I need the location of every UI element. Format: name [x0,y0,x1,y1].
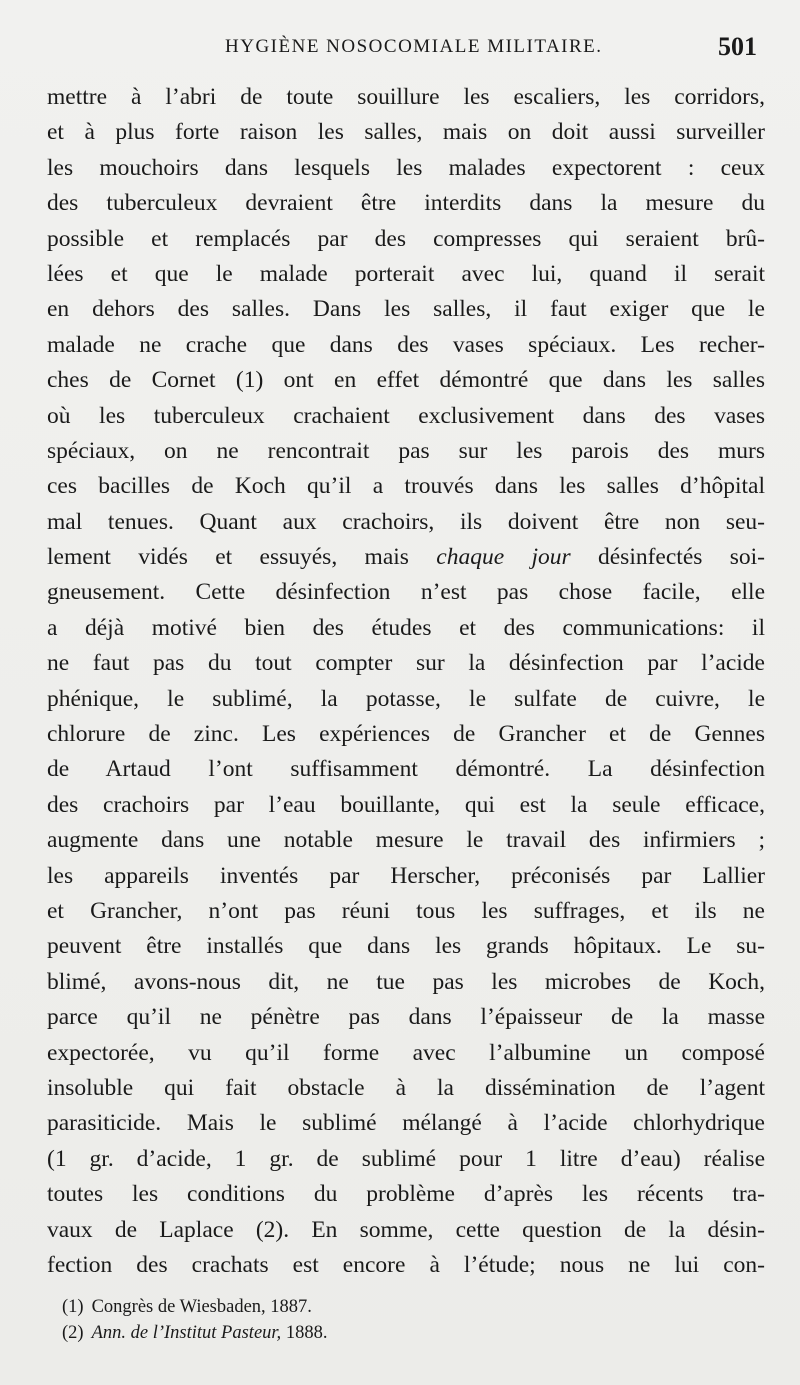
text-line: mettre à l’abri de toute souillure les escaliers, les corridors, [47,84,765,110]
footnote-year: 1888. [281,1323,328,1343]
text-line: fection des crachats est encore à l’étude; nous ne lui con- [47,1251,765,1278]
text-line: peuvent être installés que dans les grands hôpitaux. Le su- [47,933,765,960]
text-line: ne faut pas du tout compter sur la désinfection par l’acide [47,650,765,677]
text-line: lées et que le malade porterait avec lui, quand il serait [47,260,765,287]
body-text [47,80,765,1283]
text-line: a déjà motivé bien des études et des communications: il [47,614,765,641]
text-line: des tuberculeux devraient être interdits dans la mesure du [47,190,765,217]
text-line: ches de Cornet (1) ont en effet démontré que dans les salles [47,367,765,394]
text-line: vaux de Laplace (2). En somme, cette question de la désin- [47,1216,765,1243]
text-line: ces bacilles de Koch qu’il a trouvés dans les salles d’hôpital [47,473,765,500]
footnote-mark: (2) [62,1323,84,1343]
footnote-journal-title: Ann. de l’Institut Pasteur, [91,1323,282,1343]
text-line: des crachoirs par l’eau bouillante, qui est la seule efficace, [47,791,765,818]
footnote-text: Congrès de Wiesbaden, 1887. [91,1297,312,1317]
text-line: mal tenues. Quant aux crachoirs, ils doivent être non seu- [47,508,765,535]
text-line: gneusement. Cette désinfection n’est pas chose facile, elle [47,579,765,606]
emphasis: chaque jour [436,544,571,571]
text-line: toutes les conditions du problème d’après les récents tra- [47,1181,765,1208]
text-line: augmente dans une notable mesure le travail des infirmiers ; [47,827,765,854]
text-line: malade ne crache que dans des vases spéciaux. Les recher- [47,331,765,358]
running-title: HYGIÈNE NOSOCOMIALE MILITAIRE. [225,36,603,57]
text-line: (1 gr. d’acide, 1 gr. de sublimé pour 1 litre d’eau) réalise [47,1145,765,1172]
text-line: possible et remplacés par des compresses qui seraient brû- [47,225,765,252]
running-header [0,32,800,72]
footnote-mark: (1) [62,1297,84,1317]
text-line: et à plus forte raison les salles, mais on doit aussi surveiller [47,119,765,146]
text-line: phénique, le sublimé, la potasse, le sulfate de cuivre, le [47,685,765,712]
text-line: spéciaux, on ne rencontrait pas sur les parois des murs [47,437,765,464]
text-line: les mouchoirs dans lesquels les malades expectorent : ceux [47,154,765,181]
text-line: et Grancher, n’ont pas réuni tous les suffrages, et ils ne [47,897,765,924]
text-line: parce qu’il ne pénètre pas dans l’épaisseur de la masse [47,1004,765,1031]
text-line: où les tuberculeux crachaient exclusivement dans des vases [47,402,765,429]
footnote-1 [62,1294,662,1320]
footnotes [62,1294,662,1346]
text-line: insoluble qui fait obstacle à la dissémination de l’agent [47,1074,765,1101]
text-line: en dehors des salles. Dans les salles, il faut exiger que le [47,296,765,323]
text-line: blimé, avons-nous dit, ne tue pas les microbes de Koch, [47,968,765,995]
page-number: 501 [718,32,757,61]
text-line: expectorée, vu qu’il forme avec l’albumine un composé [47,1039,765,1066]
text-line: parasiticide. Mais le sublimé mélangé à l’acide chlorhydrique [47,1110,765,1137]
text-line: chlorure de zinc. Les expériences de Grancher et de Gennes [47,721,765,748]
text-line: de Artaud l’ont suffisamment démontré. La désinfection [47,756,765,783]
text-line: lement vidés et essuyés, mais chaque jour désinfectés soi- [47,544,765,571]
text-line: les appareils inventés par Herscher, préconisés par Lallier [47,862,765,889]
footnote-2 [62,1320,662,1346]
